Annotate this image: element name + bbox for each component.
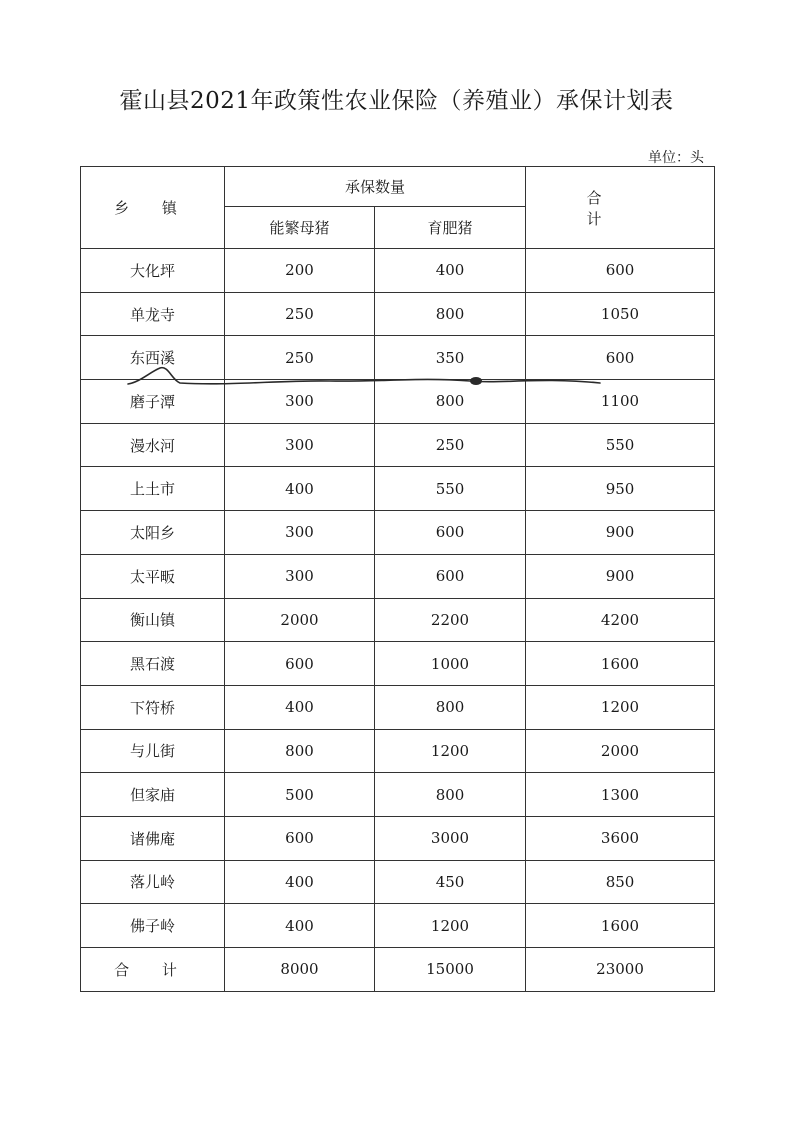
cell-total: 600 xyxy=(526,249,715,293)
table-row xyxy=(81,249,715,293)
cell-pig: 350 xyxy=(375,336,526,380)
insurance-plan-table xyxy=(80,166,715,992)
table-row xyxy=(81,598,715,642)
table-row xyxy=(81,423,715,467)
table-row xyxy=(81,904,715,948)
cell-total: 1600 xyxy=(526,904,715,948)
cell-sow: 600 xyxy=(225,816,375,860)
unit-label: 单位：头 xyxy=(648,150,704,166)
cell-township: 与儿街 xyxy=(81,729,225,773)
cell-total: 850 xyxy=(526,860,715,904)
cell-township: 诸佛庵 xyxy=(81,816,225,860)
cell-total: 1100 xyxy=(526,380,715,424)
summary-sow: 8000 xyxy=(225,948,375,992)
cell-township: 太平畈 xyxy=(81,554,225,598)
cell-township: 佛子岭 xyxy=(81,904,225,948)
table-row xyxy=(81,860,715,904)
cell-township: 上土市 xyxy=(81,467,225,511)
cell-pig: 400 xyxy=(375,249,526,293)
document-title: 霍山县2021年政策性农业保险（养殖业）承保计划表 xyxy=(119,88,674,114)
header-row-1 xyxy=(81,167,715,207)
cell-township: 下符桥 xyxy=(81,685,225,729)
cell-sow: 2000 xyxy=(225,598,375,642)
cell-township: 但家庙 xyxy=(81,773,225,817)
cell-sow: 400 xyxy=(225,467,375,511)
table-row xyxy=(81,467,715,511)
cell-total: 2000 xyxy=(526,729,715,773)
table-row xyxy=(81,511,715,555)
table-row xyxy=(81,773,715,817)
summary-pig: 15000 xyxy=(375,948,526,992)
cell-total: 1050 xyxy=(526,292,715,336)
table-row xyxy=(81,729,715,773)
cell-total: 1300 xyxy=(526,773,715,817)
header-breeding-sow: 能繁母猪 xyxy=(225,207,375,249)
cell-pig: 2200 xyxy=(375,598,526,642)
cell-township: 东西溪 xyxy=(81,336,225,380)
cell-pig: 800 xyxy=(375,380,526,424)
cell-sow: 250 xyxy=(225,336,375,380)
cell-pig: 600 xyxy=(375,554,526,598)
cell-township: 黑石渡 xyxy=(81,642,225,686)
cell-pig: 800 xyxy=(375,685,526,729)
cell-sow: 300 xyxy=(225,511,375,555)
cell-township: 单龙寺 xyxy=(81,292,225,336)
cell-township: 太阳乡 xyxy=(81,511,225,555)
cell-pig: 550 xyxy=(375,467,526,511)
cell-total: 1600 xyxy=(526,642,715,686)
table-row xyxy=(81,292,715,336)
cell-total: 3600 xyxy=(526,816,715,860)
cell-pig: 800 xyxy=(375,292,526,336)
cell-pig: 1000 xyxy=(375,642,526,686)
header-insured-quantity: 承保数量 xyxy=(225,167,526,207)
cell-township: 磨子潭 xyxy=(81,380,225,424)
cell-township: 大化坪 xyxy=(81,249,225,293)
cell-sow: 600 xyxy=(225,642,375,686)
header-township: 乡 镇 xyxy=(81,167,225,249)
cell-total: 900 xyxy=(526,554,715,598)
cell-sow: 400 xyxy=(225,685,375,729)
cell-sow: 400 xyxy=(225,860,375,904)
cell-pig: 1200 xyxy=(375,729,526,773)
cell-sow: 400 xyxy=(225,904,375,948)
cell-sow: 300 xyxy=(225,554,375,598)
summary-row xyxy=(81,948,715,992)
table-row xyxy=(81,336,715,380)
cell-sow: 300 xyxy=(225,423,375,467)
cell-township: 漫水河 xyxy=(81,423,225,467)
table-row xyxy=(81,554,715,598)
cell-pig: 3000 xyxy=(375,816,526,860)
cell-township: 衡山镇 xyxy=(81,598,225,642)
cell-total: 900 xyxy=(526,511,715,555)
table-row xyxy=(81,816,715,860)
table-row xyxy=(81,685,715,729)
summary-label: 合 计 xyxy=(81,948,225,992)
cell-pig: 450 xyxy=(375,860,526,904)
cell-pig: 250 xyxy=(375,423,526,467)
cell-pig: 1200 xyxy=(375,904,526,948)
cell-total: 950 xyxy=(526,467,715,511)
cell-total: 1200 xyxy=(526,685,715,729)
summary-total: 23000 xyxy=(526,948,715,992)
cell-sow: 250 xyxy=(225,292,375,336)
cell-total: 550 xyxy=(526,423,715,467)
cell-sow: 200 xyxy=(225,249,375,293)
cell-total: 4200 xyxy=(526,598,715,642)
cell-sow: 800 xyxy=(225,729,375,773)
cell-sow: 500 xyxy=(225,773,375,817)
cell-township: 落儿岭 xyxy=(81,860,225,904)
cell-sow: 300 xyxy=(225,380,375,424)
cell-total: 600 xyxy=(526,336,715,380)
cell-pig: 600 xyxy=(375,511,526,555)
table-row xyxy=(81,380,715,424)
header-fattening-pig: 育肥猪 xyxy=(375,207,526,249)
cell-pig: 800 xyxy=(375,773,526,817)
header-total: 合 计 xyxy=(526,167,715,249)
table-row xyxy=(81,642,715,686)
